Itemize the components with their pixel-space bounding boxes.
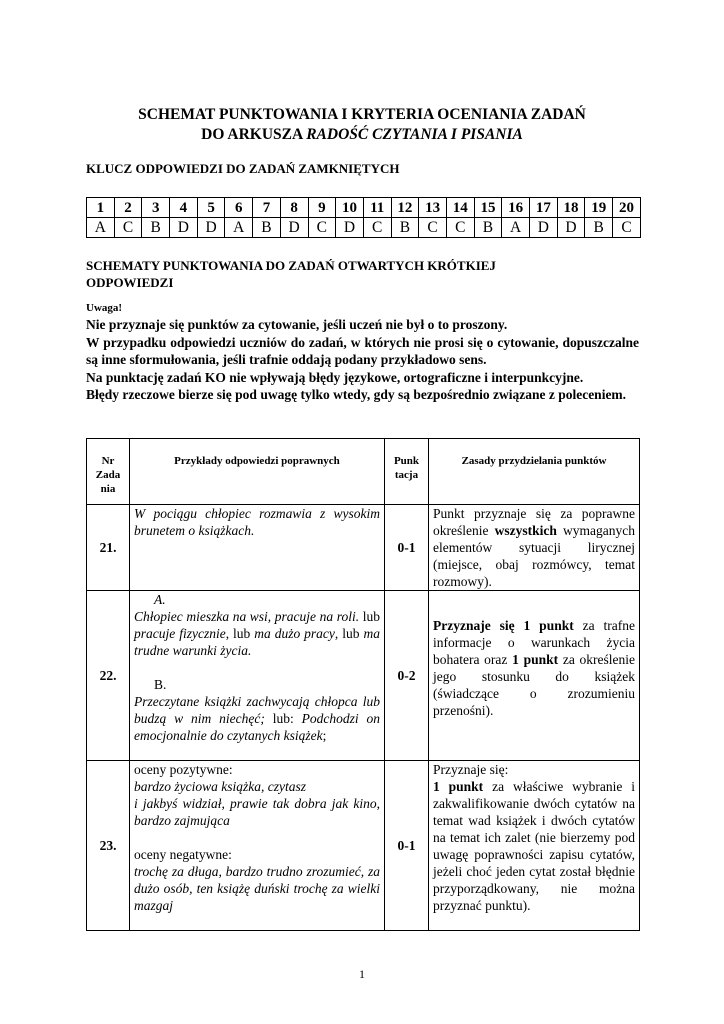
row-22-label-a: A. [154, 592, 166, 607]
pos-4: bardzo zajmująca [134, 813, 230, 828]
key-answer-cell: C [446, 218, 474, 238]
open-table-header-row [87, 439, 640, 505]
key-number-cell: 7 [253, 198, 281, 218]
key-number-cell: 13 [419, 198, 447, 218]
key-answer-cell: B [585, 218, 613, 238]
key-answer-cell: C [419, 218, 447, 238]
title-line-2-italic: RADOŚĆ CZYTANIA I PISANIA [306, 126, 523, 143]
title-line-2 [0, 125, 724, 145]
row-22-rules [429, 591, 640, 761]
note-4: Błędy rzeczowe bierze się pod uwagę tylko wtedy, gdy są bezpośrednio związane z poleceniem. [86, 387, 627, 402]
row-23-rules-text: za właściwe wybranie i zakwalifikowanie dwóch cytatów na temat wad książek i dwóch cytatów na temat ich zalet (nie bierzemy pod uwagę poprawności zapisu cytatów, jeżeli choć jeden cytat został błędnie przyporządkowany, nie można przyznać punktu). [433, 779, 635, 913]
key-answer-cell: D [170, 218, 198, 238]
ex-a-4: ma trudne warunki życia. [134, 626, 380, 658]
row-23-points: 0-1 [385, 761, 429, 931]
pos-2: i jakbyś widział, prawie tak dobra jak kino [134, 796, 377, 811]
ex-b-1: Przeczytane książki zachwycają chłopca lub budzą w nim niechęć; [134, 694, 380, 726]
ex-b-2: Podchodzi on emocjonalnie do czytanych książek [134, 711, 380, 743]
row-23-negative-1: trochę za długa, bardzo trudno zrozumieć, za dużo osób, ten książę duński trochę za wielki mazgaj [134, 864, 380, 913]
title-line-1: SCHEMAT PUNKTOWANIA I KRYTERIA OCENIANIA ZADAŃ [138, 106, 586, 123]
row-23-negative-label: oceny negatywne: [134, 847, 232, 862]
ex-a-lub-2: , lub [225, 626, 255, 641]
key-number-cell: 3 [142, 198, 170, 218]
key-answer-cell: C [363, 218, 391, 238]
row-22-points: 0-2 [385, 591, 429, 761]
key-number-cell: 16 [502, 198, 530, 218]
row-22-part-a [134, 608, 380, 659]
key-number-cell: 17 [530, 198, 558, 218]
row-23-positive-label: oceny pozytywne: [134, 762, 233, 777]
header-examples [130, 439, 385, 505]
row-21-rules-post: wymaganych elementów sytuacji lirycznej (miejsce, obaj rozmówcy, temat rozmowy). [433, 523, 635, 589]
row-22-part-b [134, 693, 380, 744]
row-22-example [130, 591, 385, 761]
note-label: Uwaga! [86, 302, 123, 314]
closed-key-heading: KLUCZ ODPOWIEDZI DO ZADAŃ ZAMKNIĘTYCH [86, 161, 400, 176]
row-23-rules-intro: Przyznaje się: [433, 762, 509, 777]
row-22-rules-bold-1: Przyznaje się 1 punkt [433, 618, 574, 633]
header-examples-text: Przykłady odpowiedzi poprawnych [174, 455, 340, 467]
key-answer-cell: B [474, 218, 502, 238]
answer-key-table [86, 197, 641, 238]
row-21-points: 0-1 [385, 505, 429, 591]
key-answer-cell: B [253, 218, 281, 238]
row-22-label-b: B. [154, 677, 167, 692]
key-answer-cell: A [87, 218, 115, 238]
row-21-rules [429, 505, 640, 591]
row-21-example: W pociągu chłopiec rozmawia z wysokim brunetem o książkach. [130, 505, 385, 591]
page-number: 1 [359, 967, 365, 981]
row-21-rules-pre: Punkt przyznaje się za poprawne określenie [433, 506, 635, 538]
key-answer-cell: D [530, 218, 558, 238]
ex-a-1: Chłopiec mieszka na wsi, pracuje na roli. [134, 609, 360, 624]
row-21-nr: 21. [87, 505, 130, 591]
key-number-cell: 5 [197, 198, 225, 218]
header-nr [87, 439, 130, 505]
key-number-cell: 12 [391, 198, 419, 218]
key-answer-cell: D [557, 218, 585, 238]
key-number-cell: 19 [585, 198, 613, 218]
pos-3: , [376, 796, 380, 811]
row-22-nr: 22. [87, 591, 130, 761]
row-23-example [130, 761, 385, 931]
note-3: Na punktację zadań KO nie wpływają błędy językowe, ortograficzne i interpunkcyjne. [86, 369, 584, 385]
key-number-cell: 8 [280, 198, 308, 218]
table-row [87, 591, 640, 761]
table-row [87, 505, 640, 591]
key-answer-cell: A [225, 218, 253, 238]
row-23-nr: 23. [87, 761, 130, 931]
ex-a-3: ma dużo pracy [254, 626, 335, 641]
key-answer-cell: B [142, 218, 170, 238]
row-22-rules-bold-2: 1 punkt [512, 652, 559, 667]
key-answer-cell: D [280, 218, 308, 238]
open-heading-line-2: ODPOWIEDZI [86, 275, 174, 290]
row-23-positive-1: bardzo życiowa książka, czytasz [134, 779, 306, 794]
key-number-cell: 9 [308, 198, 336, 218]
ex-b-lub: lub: [264, 711, 302, 726]
key-number-cell: 14 [446, 198, 474, 218]
answer-key-numbers-row [87, 198, 641, 218]
row-21-rules-bold: wszystkich [494, 523, 557, 538]
key-answer-cell: D [197, 218, 225, 238]
open-questions-table [86, 438, 640, 931]
document-title [0, 105, 724, 145]
row-22-rules-text-2: za określenie jego stosunku do książek (świadczące o zrozumieniu przenośni). [433, 652, 636, 718]
header-nr-text: Nr Zada nia [95, 455, 121, 495]
row-23-rules-bold: 1 punkt [433, 779, 484, 794]
key-answer-cell: C [308, 218, 336, 238]
notes-block [86, 316, 639, 404]
key-answer-cell: B [391, 218, 419, 238]
answer-key-answers-row [87, 218, 641, 238]
note-2: W przypadku odpowiedzi uczniów do zadań, w których nie prosi się o cytowanie, dopuszczalne są inne sformułowania, jeśli trafnie oddają podany przykładowo sens. [86, 334, 639, 367]
title-line-2-prefix: DO ARKUSZA [201, 126, 307, 143]
table-row [87, 761, 640, 931]
key-number-cell: 6 [225, 198, 253, 218]
row-23-rules [429, 761, 640, 931]
row-23-positive-2 [134, 795, 380, 829]
key-answer-cell: C [613, 218, 641, 238]
header-points [385, 439, 429, 505]
ex-b-end: ; [322, 728, 327, 743]
key-number-cell: 20 [613, 198, 641, 218]
open-section-heading [86, 257, 639, 291]
open-heading-line-1: SCHEMATY PUNKTOWANIA DO ZADAŃ OTWARTYCH KRÓTKIEJ [86, 258, 496, 273]
key-number-cell: 18 [557, 198, 585, 218]
key-answer-cell: C [114, 218, 142, 238]
key-number-cell: 11 [363, 198, 391, 218]
ex-a-2: pracuje fizycznie [134, 626, 226, 641]
key-number-cell: 15 [474, 198, 502, 218]
key-number-cell: 1 [87, 198, 115, 218]
header-points-text: Punk tacja [393, 455, 420, 481]
row-23-rules-body [433, 778, 635, 914]
ex-a-lub-1: lub [359, 609, 380, 624]
key-number-cell: 10 [336, 198, 364, 218]
key-number-cell: 4 [170, 198, 198, 218]
key-number-cell: 2 [114, 198, 142, 218]
ex-a-lub-3: , lub [334, 626, 364, 641]
key-answer-cell: A [502, 218, 530, 238]
header-rules [429, 439, 640, 505]
header-rules-text: Zasady przydzielania punktów [461, 455, 607, 467]
key-answer-cell: D [336, 218, 364, 238]
row-22-rules-text-1: za trafne informacje o warunkach życia bohatera oraz [433, 618, 635, 667]
note-1: Nie przyznaje się punktów za cytowanie, jeśli uczeń nie był o to proszony. [86, 317, 508, 332]
